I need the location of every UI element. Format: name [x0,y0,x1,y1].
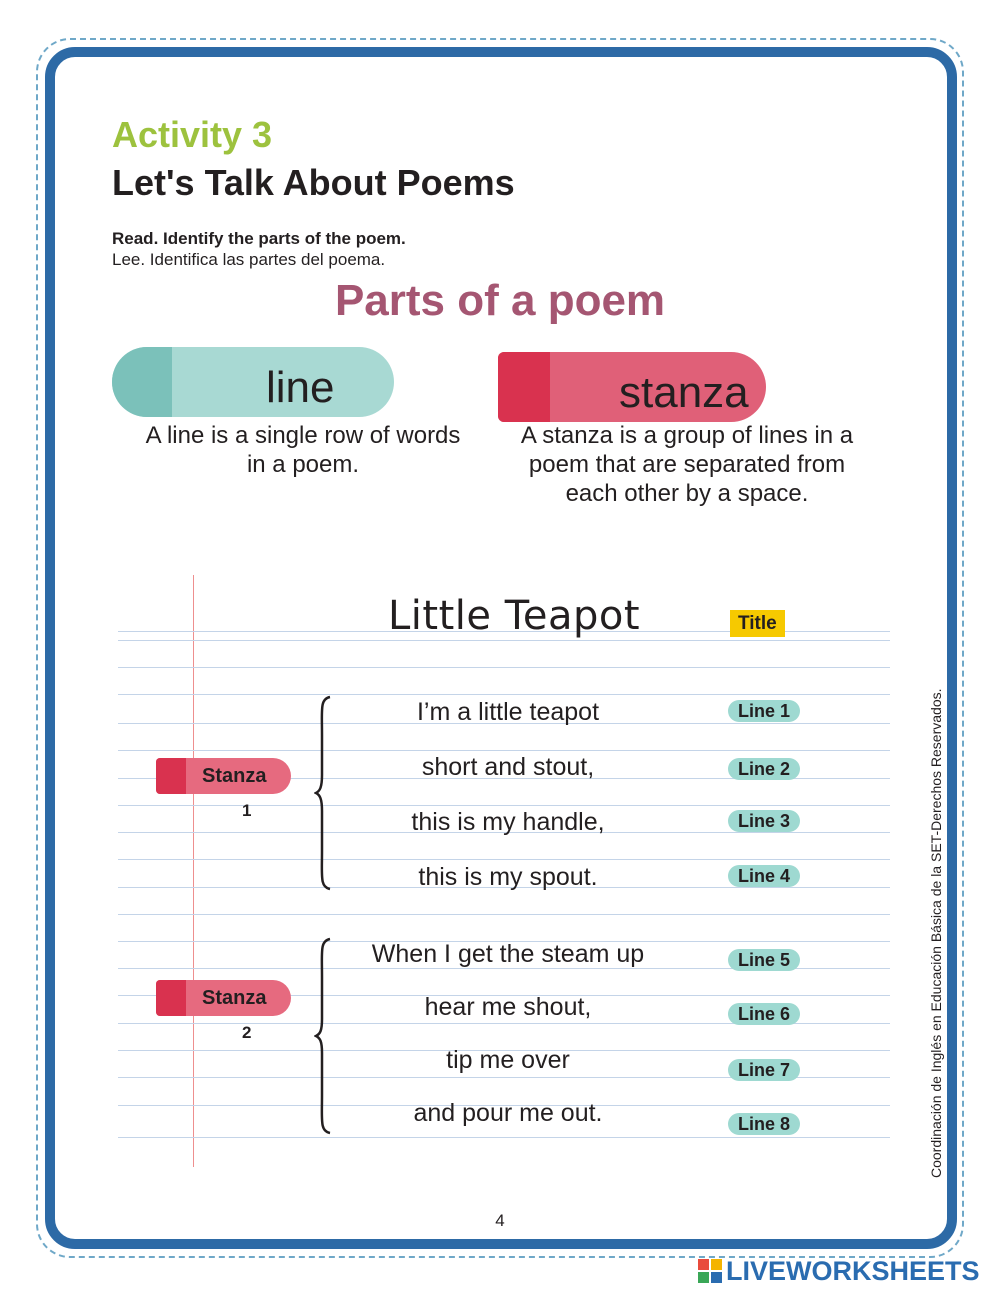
copyright-notice: Coordinación de Inglés en Educación Básica de la SET-Derechos Reservados. [928,688,944,1178]
poem-line: and pour me out. [413,1099,603,1127]
line-definition: A line is a single row of words in a poem. [145,422,461,478]
liveworksheets-logo-icon [698,1259,722,1283]
pill-tip [112,347,172,417]
stanza-2-tag [156,980,291,1016]
stanza-1-label: Stanza [202,765,267,787]
poem-line: I’m a little teapot [416,698,600,726]
notebook-rule [118,914,890,915]
notebook-rule [118,859,890,860]
instruction-english: Read. Identify the parts of the poem. [112,229,406,248]
instruction-spanish: Lee. Identifica las partes del poema. [112,250,386,269]
line-tag: Line 2 [728,758,800,780]
poem-line: short and stout, [421,753,595,781]
poem-notebook [118,575,890,1170]
poem-line: tip me over [446,1046,570,1074]
notebook-rule [118,667,890,668]
poem-line: When I get the steam up [371,940,645,968]
page-title: Let's Talk About Poems [112,162,515,203]
stanza-2-label: Stanza [202,987,267,1009]
notebook-margin-line [193,575,194,1167]
pill-tip [498,352,550,422]
stanza-term: stanza [619,368,749,417]
parts-heading: Parts of a poem [334,276,666,325]
poem-title: Little Teapot [388,593,641,639]
brand-name: LIVEWORKSHEETS [726,1255,980,1286]
poem-line: this is my spout. [418,863,598,891]
stanza-1-number: 1 [242,801,252,820]
line-term: line [266,363,335,412]
stanza-1-tag [156,758,291,794]
stanza-2-number: 2 [242,1023,252,1042]
notebook-rule [118,640,890,641]
line-tag: Line 3 [728,810,800,832]
line-tag: Line 1 [728,700,800,722]
stanza-term-pill [498,352,766,422]
line-term-pill [112,347,394,417]
tag-tip [156,980,186,1016]
tag-tip [156,758,186,794]
notebook-rule [118,805,890,806]
activity-label: Activity 3 [112,114,273,155]
notebook-rule [118,1137,890,1138]
liveworksheets-brand[interactable] [698,1256,980,1286]
notebook-rule [118,750,890,751]
stanza-definition: A stanza is a group of lines in a poem that are separated from each other by a space. [520,422,854,507]
line-tag: Line 5 [728,949,800,971]
title-tag: Title [730,610,785,637]
poem-line: this is my handle, [411,808,605,836]
page-number: 4 [495,1211,505,1230]
line-tag: Line 4 [728,865,800,887]
line-tag: Line 6 [728,1003,800,1025]
poem-line: hear me shout, [424,993,592,1021]
line-tag: Line 7 [728,1059,800,1081]
notebook-rule [118,694,890,695]
line-tag: Line 8 [728,1113,800,1135]
